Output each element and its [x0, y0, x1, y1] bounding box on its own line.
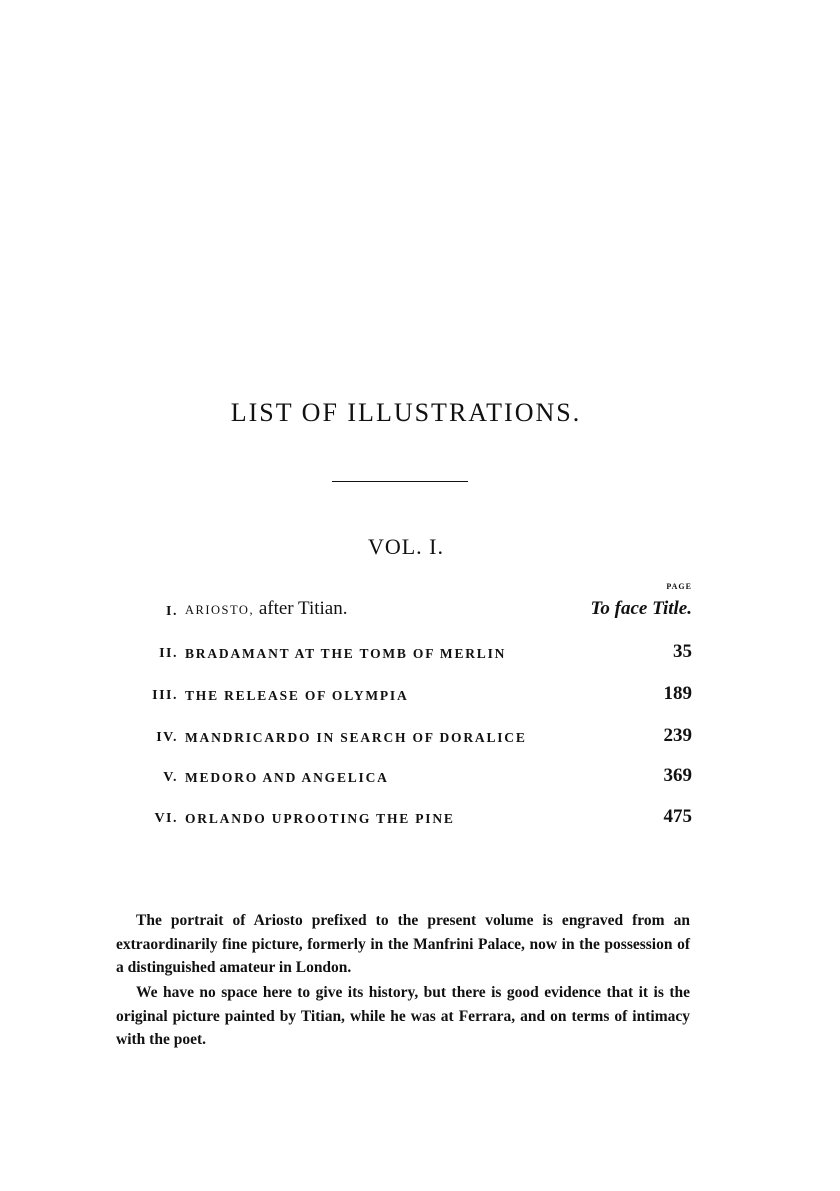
plate-page: To face Title.	[590, 598, 692, 619]
plate-page: 35	[673, 641, 692, 662]
plate-caption-main: ARIOSTO,	[185, 603, 255, 617]
plate-numeral: V.	[163, 770, 178, 785]
history-note-paragraph: We have no space here to give its history, but there is good evidence that it is the original picture painted by Titian, while he was at Ferrara, and on terms of intimacy with the poet.	[116, 984, 690, 1048]
plate-page: 369	[663, 765, 692, 786]
volume-heading: VOL. I.	[367, 534, 445, 559]
portrait-note-paragraph: The portrait of Ariosto prefixed to the present volume is engraved from an extraordinarily fine picture, formerly in the Manfrini Palace, now in the possession of a distinguished amateur in London.	[116, 912, 690, 976]
plate-caption: BRADAMANT AT THE TOMB OF MERLIN	[185, 646, 507, 661]
plate-page: 189	[663, 683, 692, 704]
plate-caption: ORLANDO UPROOTING THE PINE	[185, 811, 455, 826]
plate-row	[112, 683, 692, 713]
plate-numeral: IV.	[156, 730, 178, 745]
plate-page: 239	[663, 725, 692, 746]
plate-row	[112, 598, 692, 628]
plate-numeral: I.	[166, 604, 178, 619]
page-column-label: PAGE	[666, 582, 692, 591]
plate-caption: MANDRICARDO IN SEARCH OF DORALICE	[185, 730, 527, 745]
plate-page: 475	[663, 806, 692, 827]
plate-numeral: II.	[159, 646, 178, 661]
plate-numeral: III.	[152, 688, 178, 703]
page-title: LIST OF ILLUSTRATIONS.	[230, 398, 582, 427]
title-divider	[332, 481, 468, 482]
plate-caption: MEDORO AND ANGELICA	[185, 770, 389, 785]
plate-caption-after: after Titian.	[254, 598, 348, 619]
plate-row	[112, 765, 692, 795]
plate-row	[112, 806, 692, 836]
plate-caption: THE RELEASE OF OLYMPIA	[185, 688, 409, 703]
plate-row	[112, 725, 692, 755]
plate-numeral: VI.	[154, 811, 178, 826]
plate-row	[112, 641, 692, 671]
plate-caption	[185, 598, 348, 620]
